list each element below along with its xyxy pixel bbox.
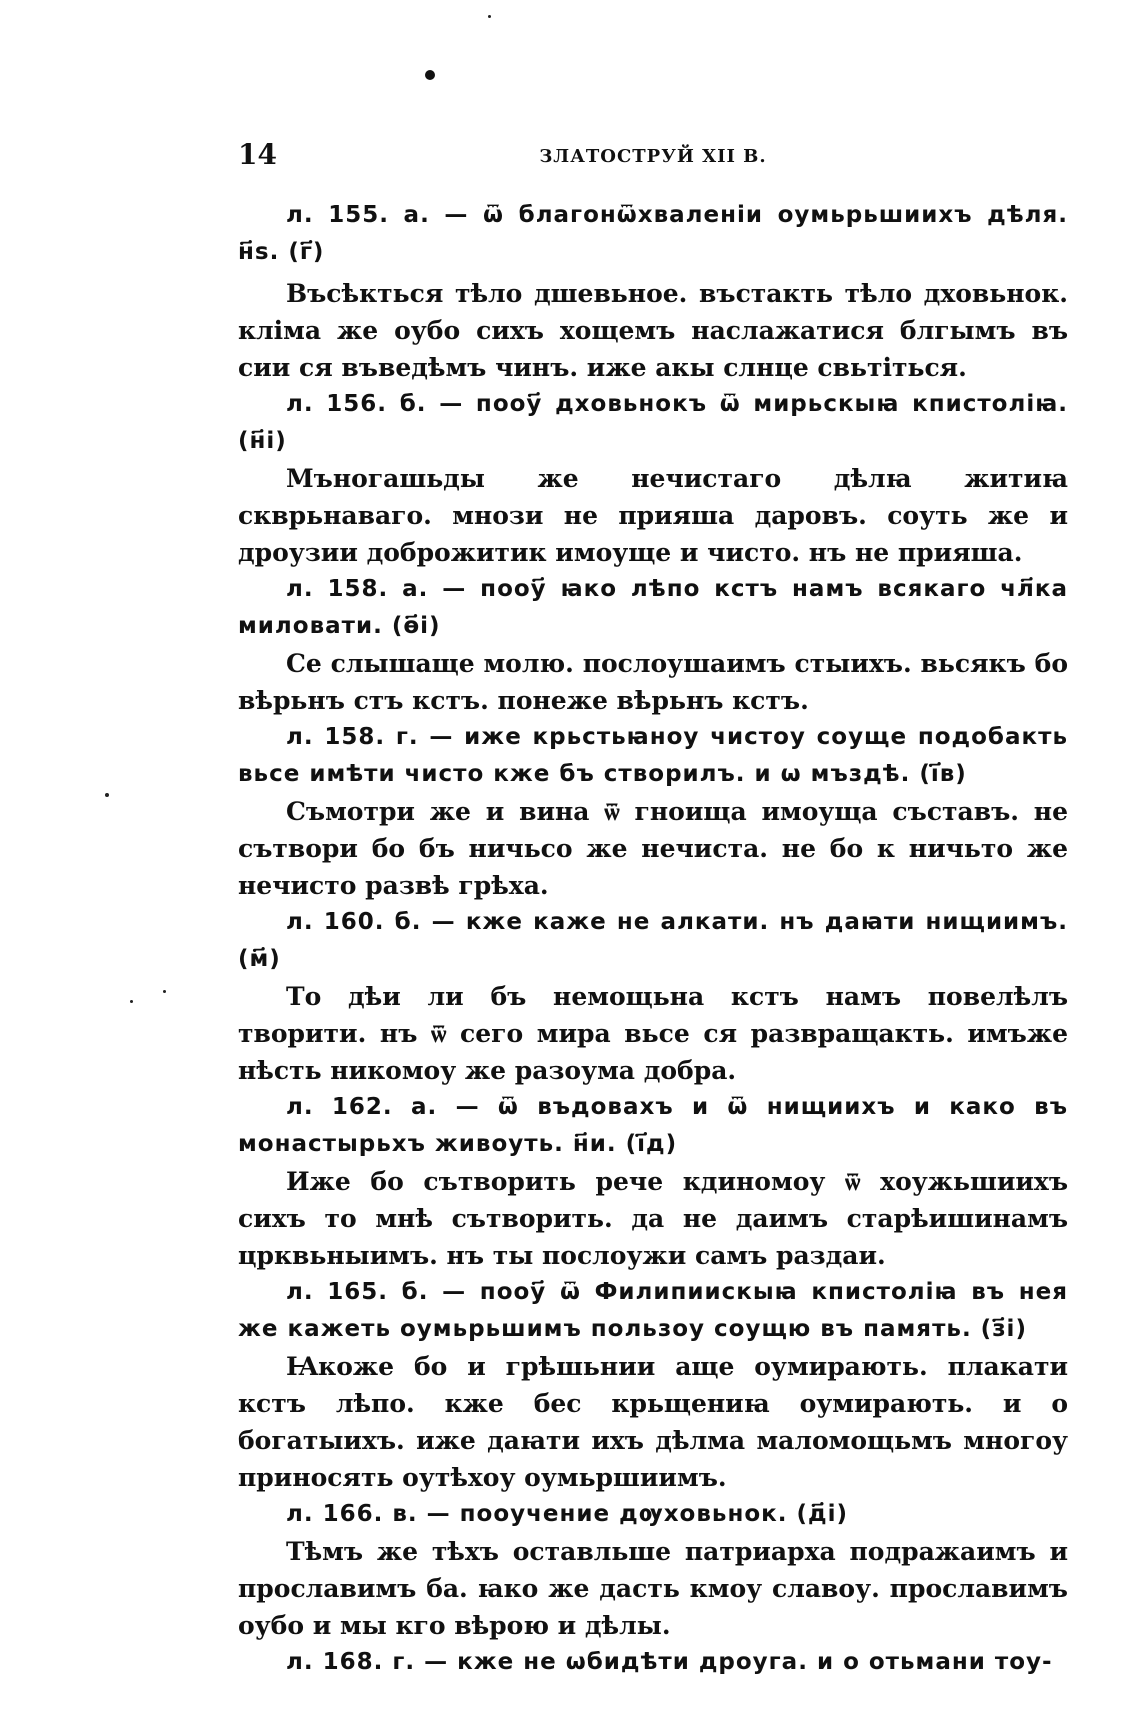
quotation-paragraph: Съмотри же и вина ѿ гноища имоуща съставъ. не сътвори бо бъ ничьсо же нечиста. не бо к ничьто же нечисто развѣ грѣха.	[238, 797, 1068, 900]
ink-speck	[105, 793, 109, 797]
folio-reference: л. 158. а. — пооу҃ ꙗко лѣпо кстъ намъ всякаго чл҃ка миловати. (ѳ҃і)	[238, 576, 1068, 639]
quotation-paragraph: Тѣмъ же тѣхъ оставльше патриарха подражаимъ и прославимъ ба. ꙗко же дасть кмоу славоу. прославимъ оубо и мы кго вѣрою и дѣлы.	[238, 1537, 1068, 1640]
folio-reference: л. 155. а. — ѿ благонѿхваленіи оумьрьшиихъ дѣля. н҃ѕ. (г҃)	[238, 202, 1068, 265]
page-number: 14	[238, 138, 277, 171]
quotation-paragraph: Ꙗкоже бо и грѣшьнии аще оумирають. плакати кстъ лѣпо. кже бес крьщениꙗ оумирають. и о богатыихъ. иже даꙗти ихъ дѣлма маломощьмъ многоу приносять оутѣхоу оумьршиимъ.	[238, 1352, 1068, 1492]
ink-speck	[163, 990, 166, 993]
folio-reference: л. 156. б. — пооу҃ дховьнокъ ѿ мирьскыꙗ кпистоліꙗ. (н҃і)	[238, 391, 1068, 454]
ink-dot	[425, 70, 435, 80]
folio-reference: л. 160. б. — кже каже не алкати. нъ даꙗти нищиимъ. (м҃)	[238, 909, 1068, 972]
quotation-paragraph: То дѣи ли бъ немощьна кстъ намъ повелѣлъ творити. нъ ѿ сего мира вьсе ся развращакть. имъже нѣсть никомоу же разоума добра.	[238, 982, 1068, 1085]
body-text	[238, 197, 1068, 1681]
ink-speck	[130, 1000, 133, 1003]
quotation-paragraph: Иже бо сътворить рече кдиномоу ѿ хоужьшиихъ сихъ то мнѣ сътворить. да не даимъ старѣишинамъ црквьныимъ. нъ ты послоужи самъ раздаи.	[238, 1167, 1068, 1270]
quotation-paragraph: Мъногашьды же нечистаго дѣлꙗ житиꙗ скврьнаваго. мнози не прияша даровъ. соуть же и дроузии доброжитик имоуще и чисто. нъ не прияша.	[238, 464, 1068, 567]
page-header	[238, 138, 1068, 178]
folio-reference: л. 165. б. — пооу҃ ѿ Филипиискыꙗ кпистоліꙗ въ нея же кажеть оумьрьшимъ пользоу соущю въ память. (з҃і)	[238, 1279, 1068, 1342]
ink-speck	[488, 15, 491, 18]
folio-reference: л. 158. г. — иже крьстьꙗноу чистоу соуще подобакть вьсе имѣти чисто кже бъ створилъ. и ѡ мъздѣ. (і҃в)	[238, 724, 1068, 787]
quotation-paragraph: Въсѣкться тѣло дшевьное. въстакть тѣло дховьнок. кліма же оубо сихъ хощемъ наслажатися блгымъ въ сии ся въведѣмъ чинъ. иже акы слнце свьтіться.	[238, 279, 1068, 382]
folio-reference: л. 166. в. — пооучение дѹховьнок. (д҃і)	[286, 1501, 848, 1527]
quotation-paragraph: Се слышаще молю. послоушаимъ стыихъ. вьсякъ бо вѣрьнъ стъ кстъ. понеже вѣрьнъ кстъ.	[238, 649, 1068, 715]
running-title: ЗЛАТОСТРУЙ XII В.	[539, 146, 767, 167]
folio-reference: л. 168. г. — кже не ѡбидѣти дроуга. и о отьмани тоу-	[286, 1649, 1053, 1675]
folio-reference: л. 162. а. — ѿ въдовахъ и ѿ нищиихъ и како въ монастырьхъ живоуть. н҃и. (і҃д)	[238, 1094, 1068, 1157]
